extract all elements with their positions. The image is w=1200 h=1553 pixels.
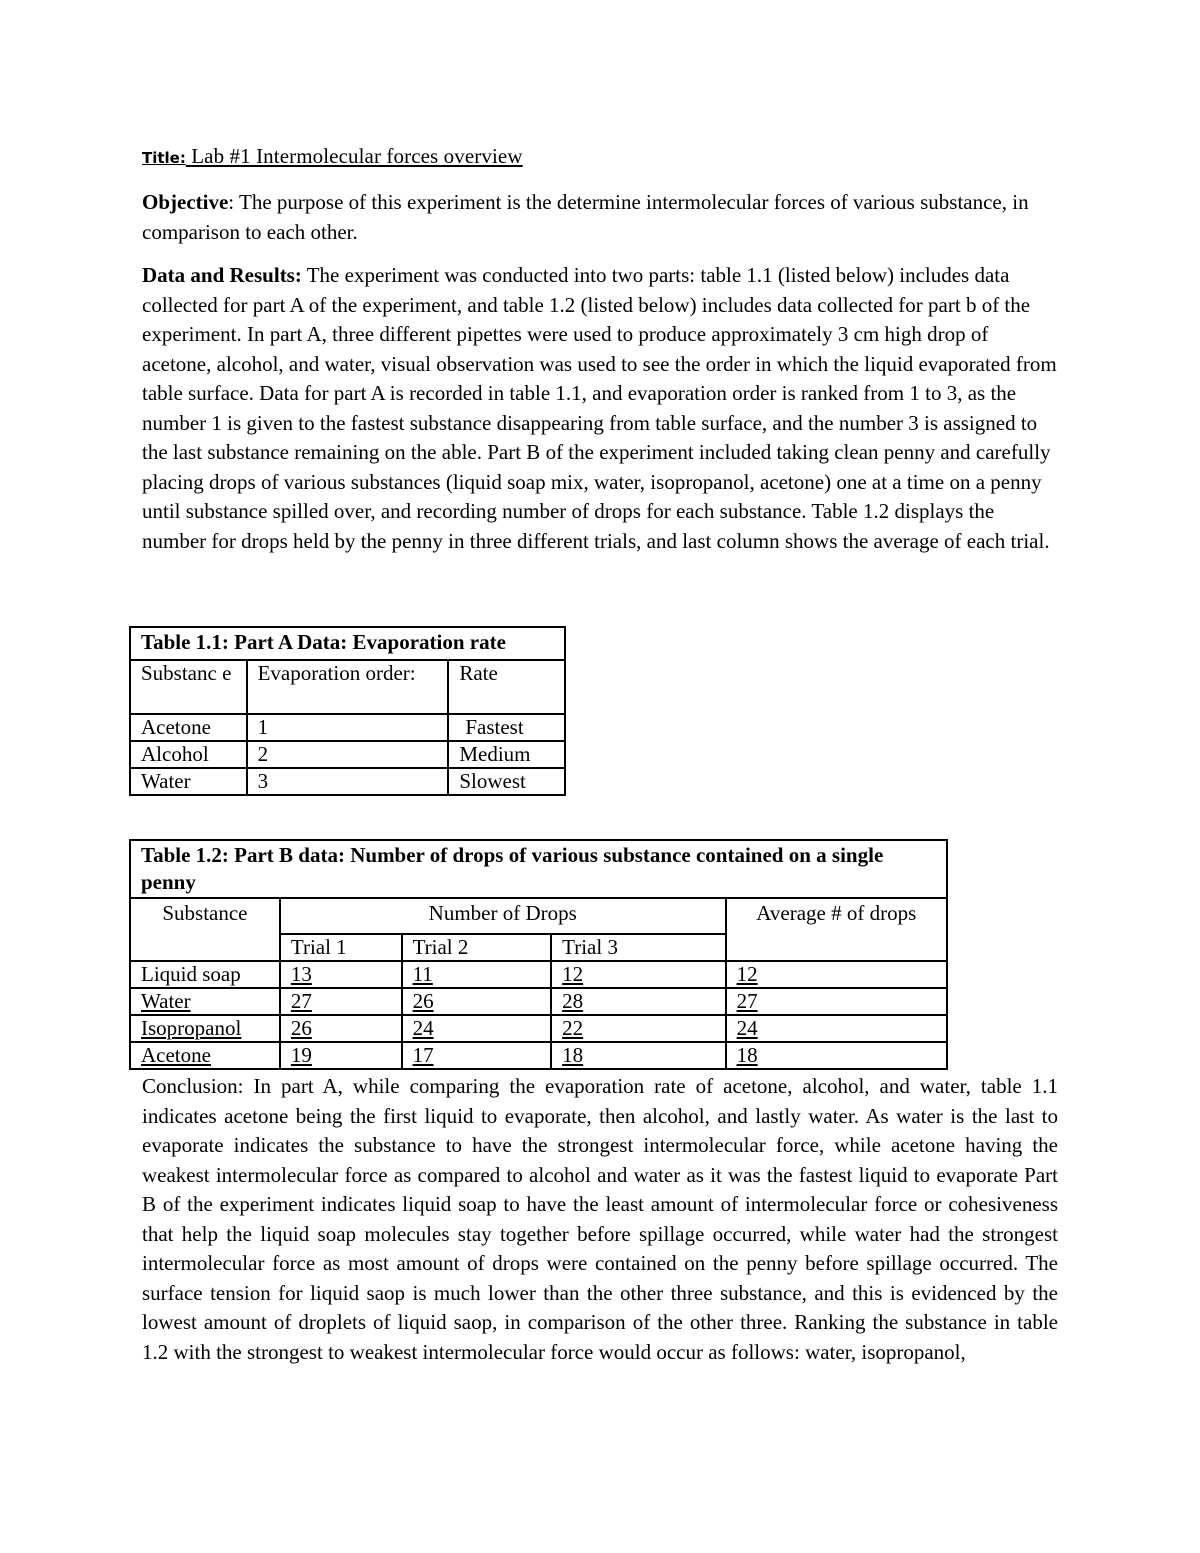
title-text: Lab #1 Intermolecular forces overview <box>191 144 523 168</box>
table-row <box>130 741 565 768</box>
table-cell: 3 <box>247 768 449 795</box>
table-part-b-trial-1: Trial 1 <box>280 934 402 961</box>
data-results-label: Data and Results: <box>142 263 302 287</box>
table-cell: 24 <box>726 1015 947 1042</box>
table-cell: 17 <box>402 1042 552 1069</box>
table-cell: Liquid soap <box>130 961 280 988</box>
data-results-paragraph <box>142 261 1062 556</box>
table-cell: 24 <box>402 1015 552 1042</box>
table-cell: 26 <box>402 988 552 1015</box>
objective-text: : The purpose of this experiment is the determine intermolecular forces of various substance, in comparison to each other. <box>142 190 1029 244</box>
table-cell: 12 <box>726 961 947 988</box>
data-results-text: The experiment was conducted into two parts: table 1.1 (listed below) includes data collected for part A of the experiment, and table 1.2 (listed below) includes data collected for part b of the experiment. In part A, three different pipettes were used to produce approximately 3 cm high drop of acetone, alcohol, and water, visual observation was used to see the order in which the liquid evaporated from table surface. Data for part A is recorded in table 1.1, and evaporation order is ranked from 1 to 3, as the number 1 is given to the fastest substance disappearing from table surface, and the number 3 is assigned to the last substance remaining on the able. Part B of the experiment included taking clean penny and carefully placing drops of various substances (liquid soap mix, water, isopropanol, acetone) one at a time on a penny until substance spilled over, and recording number of drops for each substance. Table 1.2 displays the number for drops held by the penny in three different trials, and last column shows the average of each trial. <box>142 263 1057 553</box>
table-cell: 27 <box>280 988 402 1015</box>
table-cell: Fastest <box>448 714 565 741</box>
table-row <box>130 1015 947 1042</box>
table-cell: 22 <box>551 1015 725 1042</box>
table-part-b <box>129 839 948 1070</box>
table-cell: 18 <box>726 1042 947 1069</box>
table-row <box>130 961 947 988</box>
table-row <box>130 714 565 741</box>
table-part-a-header-order: Evaporation order: <box>247 660 449 714</box>
table-cell: 13 <box>280 961 402 988</box>
table-cell: 11 <box>402 961 552 988</box>
table-cell: 2 <box>247 741 449 768</box>
table-cell: 18 <box>551 1042 725 1069</box>
table-cell: Acetone <box>130 1042 280 1069</box>
table-cell: Medium <box>448 741 565 768</box>
table-cell: 19 <box>280 1042 402 1069</box>
table-part-a <box>129 626 566 796</box>
table-row <box>130 768 565 795</box>
table-cell: 27 <box>726 988 947 1015</box>
table-part-b-header-substance: Substance <box>130 898 280 961</box>
table-cell: Water <box>130 988 280 1015</box>
table-cell: Alcohol <box>130 741 247 768</box>
objective-label: Objective <box>142 190 229 214</box>
objective-paragraph <box>142 188 1062 247</box>
title-label: Title: <box>142 149 186 167</box>
table-cell: 26 <box>280 1015 402 1042</box>
table-cell: 28 <box>551 988 725 1015</box>
table-part-b-trial-2: Trial 2 <box>402 934 552 961</box>
table-part-b-header-average: Average # of drops <box>726 898 947 961</box>
table-cell: 1 <box>247 714 449 741</box>
table-row <box>130 1042 947 1069</box>
table-cell: Acetone <box>130 714 247 741</box>
conclusion-text: Conclusion: In part A, while comparing the evaporation rate of acetone, alcohol, and water, table 1.1 indicates acetone being the first liquid to evaporate, then alcohol, and lastly water. As water is the last to evaporate indicates the substance to have the strongest intermolecular force, while acetone having the weakest intermolecular force as compared to alcohol and water as it was the fastest liquid to evaporate Part B of the experiment indicates liquid soap to have the least amount of intermolecular force or cohesiveness that help the liquid soap molecules stay together before spillage occurred, while water had the strongest intermolecular force as most amount of drops were contained on the penny before spillage occurred. The surface tension for liquid saop is much lower than the other three substance, and this is evidenced by the lowest amount of droplets of liquid saop, in comparison of the other three. Ranking the substance in table 1.2 with the strongest to weakest intermolecular force would occur as follows: water, isopropanol, <box>142 1074 1058 1364</box>
table-part-b-caption: Table 1.2: Part B data: Number of drops of various substance contained on a single penny <box>130 840 947 898</box>
conclusion-paragraph <box>142 1072 1058 1367</box>
table-cell: 12 <box>551 961 725 988</box>
table-part-b-trial-3: Trial 3 <box>551 934 725 961</box>
title-line <box>142 144 523 169</box>
table-part-b-header-drops: Number of Drops <box>280 898 726 934</box>
table-part-a-header-rate: Rate <box>448 660 565 714</box>
table-row <box>130 988 947 1015</box>
table-part-a-caption: Table 1.1: Part A Data: Evaporation rate <box>130 627 565 660</box>
table-cell: Slowest <box>448 768 565 795</box>
table-cell: Water <box>130 768 247 795</box>
table-part-a-header-substance: Substanc e <box>130 660 247 714</box>
table-cell: Isopropanol <box>130 1015 280 1042</box>
